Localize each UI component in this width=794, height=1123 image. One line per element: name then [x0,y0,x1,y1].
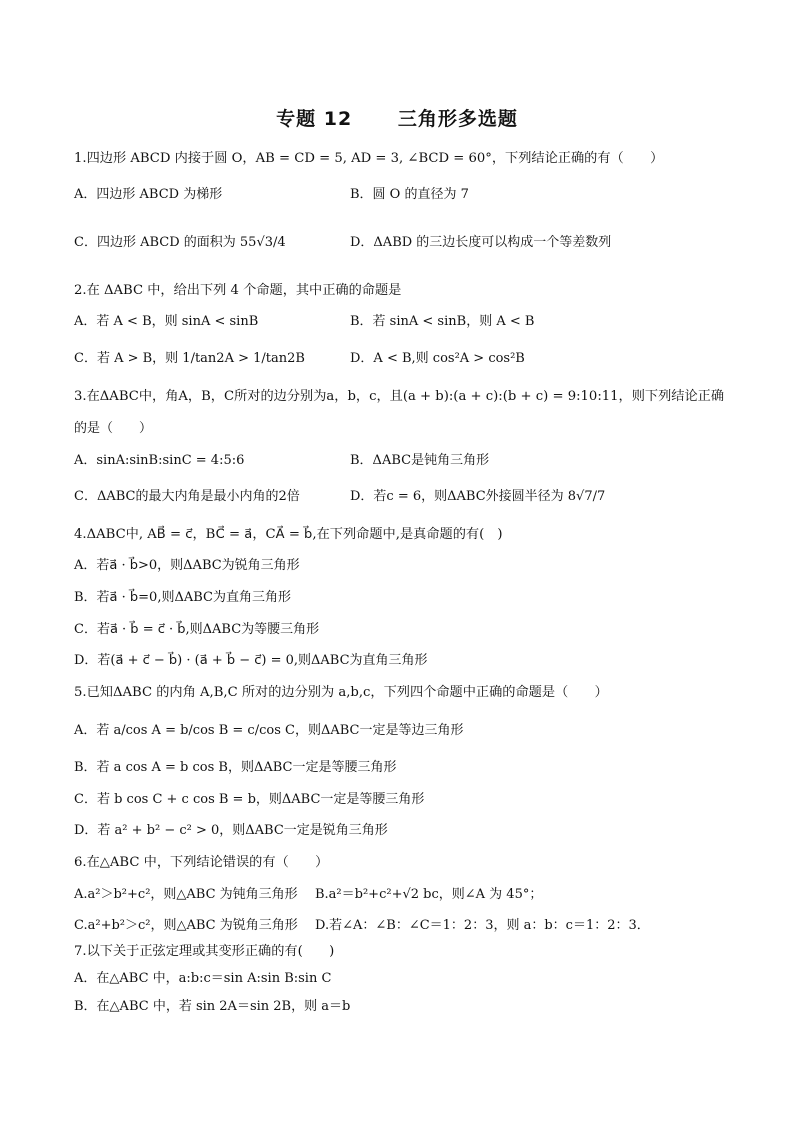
question-3-option-b: B．ΔABC是钝角三角形 [350,453,490,468]
question-5-option-a: A．若 a/cos A = b/cos B = c/cos C，则ΔABC一定是等边三角形 [74,723,464,738]
question-3-option-d: D．若c = 6，则ΔABC外接圆半径为 8√7/7 [350,489,606,504]
question-4-option-d: D．若(a⃗ + c⃗ − b⃗) · (a⃗ + b⃗ − c⃗) = 0,则ΔABC为直角三角形 [74,653,428,668]
question-1-option-c: C．四边形 ABCD 的面积为 55√3/4 [74,235,286,250]
question-1-option-b: B．圆 O 的直径为 7 [350,187,469,202]
question-6-stem: 6.在△ABC 中，下列结论错误的有（ ） [74,855,329,870]
question-4-option-c: C．若a⃗ · b⃗ = c⃗ · b⃗,则ΔABC为等腰三角形 [74,622,320,637]
question-3-option-c: C．ΔABC的最大内角是最小内角的2倍 [74,489,300,504]
question-2-stem: 2.在 ΔABC 中，给出下列 4 个命题，其中正确的命题是 [74,283,402,298]
question-7-option-a: A．在△ABC 中，a:b:c＝sin A:sin B:sin C [74,971,332,986]
question-4-option-b: B．若a⃗ · b⃗=0,则ΔABC为直角三角形 [74,590,291,605]
question-2-option-c: C．若 A > B，则 1/tan2A > 1/tan2B [74,351,305,366]
question-5-option-d: D．若 a² + b² − c² > 0，则ΔABC一定是锐角三角形 [74,823,388,838]
page-title: 专题 12 三角形多选题 [276,108,518,130]
question-5-option-c: C．若 b cos C + c cos B = b，则ΔABC一定是等腰三角形 [74,792,425,807]
question-4-stem: 4.ΔABC中, AB⃗ = c⃗，BC⃗ = a⃗，CA⃗ = b⃗,在下列命题中,是真命题的有( ) [74,527,503,542]
question-7-option-b: B．在△ABC 中，若 sin 2A＝sin 2B，则 a＝b [74,999,351,1014]
question-4-option-a: A．若a⃗ · b⃗>0，则ΔABC为锐角三角形 [74,558,300,573]
question-5-stem: 5.已知ΔABC 的内角 A,B,C 所对的边分别为 a,b,c，下列四个命题中正确的命题是（ ） [74,685,608,700]
question-1-option-a: A．四边形 ABCD 为梯形 [74,187,223,202]
question-5-option-b: B．若 a cos A = b cos B，则ΔABC一定是等腰三角形 [74,760,397,775]
question-6-option-c: C.a²+b²＞c²，则△ABC 为锐角三角形 [74,918,298,933]
question-6-option-b: B.a²＝b²+c²+√2 bc，则∠A 为 45°； [315,887,543,902]
question-1-stem: 1.四边形 ABCD 内接于圆 O，AB = CD = 5, AD = 3, ∠BCD = 60°，下列结论正确的有（ ） [74,151,664,166]
question-6-option-d: D.若∠A：∠B：∠C＝1：2：3，则 a：b：c＝1：2：3． [315,918,650,933]
question-6-option-a: A.a²＞b²+c²，则△ABC 为钝角三角形 [74,887,298,902]
question-2-option-d: D．A < B,则 cos²A > cos²B [350,351,525,366]
question-3-option-a: A．sinA:sinB:sinC = 4:5:6 [74,453,245,468]
question-1-option-d: D．ΔABD 的三边长度可以构成一个等差数列 [350,235,612,250]
question-2-option-b: B．若 sinA < sinB，则 A < B [350,314,535,329]
question-2-option-a: A．若 A < B，则 sinA < sinB [74,314,259,329]
question-3-stem: 3.在ΔABC中，角A，B，C所对的边分别为a，b，c，且(a + b):(a + c):(b + c) = 9:10:11，则下列结论正确 [74,389,725,404]
question-7-stem: 7.以下关于正弦定理或其变形正确的有( ) [74,944,335,959]
question-3-stem-continued: 的是（ ） [74,421,153,436]
